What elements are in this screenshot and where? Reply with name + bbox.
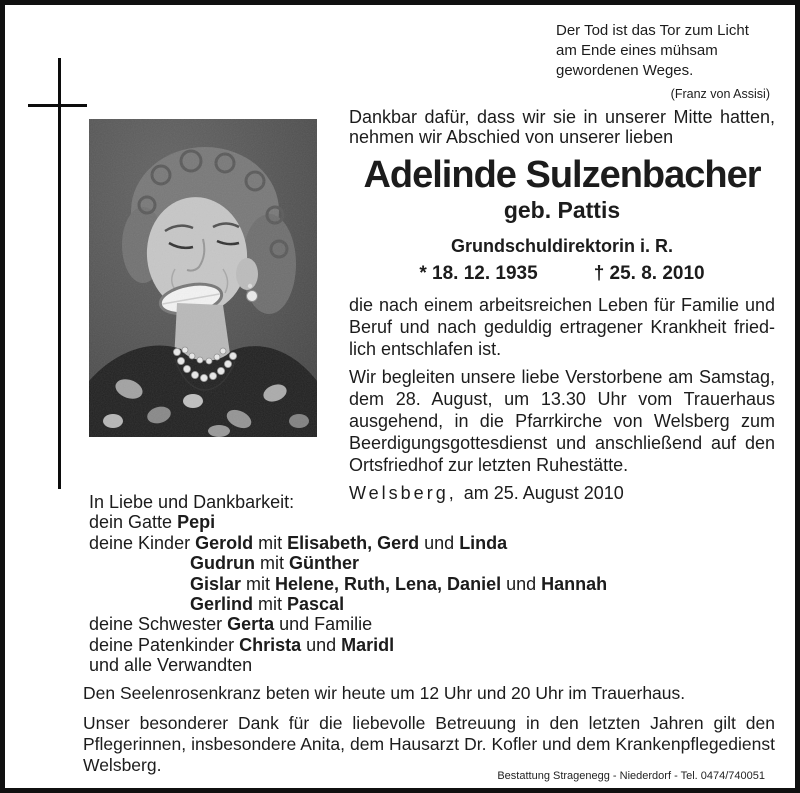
family-line-children-1: deine Kinder Gerold mit Elisabeth, Gerd und Linda: [89, 532, 508, 553]
maiden-name: geb. Pattis: [503, 197, 621, 223]
quote-text: Der Tod ist das Tor zum Licht am Ende eines mühsam gewordenen Weges.: [556, 22, 749, 79]
death-paragraph: die nach einem arbeitsreichen Leben für Familie und Beruf und nach geduldig ertragener Krankheit friedlich entschlafen ist.: [349, 295, 775, 359]
announcement-column: [349, 107, 775, 504]
deceased-name: Adelinde Sulzenbacher: [363, 154, 761, 196]
family-line-children-4: Gerlind mit Pascal: [190, 594, 345, 615]
family-intro: In Liebe und Dankbarkeit:: [89, 492, 295, 512]
dateline-place: Welsberg,: [349, 483, 457, 503]
funeral-home-line: Bestattung Stragenegg - Niederdorf - Tel. 0474/740051: [497, 770, 765, 782]
intro-text: Dankbar dafür, dass wir sie in unserer Mitte hatten, nehmen wir Abschied von unserer lieben: [349, 107, 775, 147]
thanks-note: Unser besonderer Dank für die liebevolle Betreuung in den letzten Jahren gilt den Pflegerinnen, insbesondere Anita, dem Hausarzt Dr. Kofler und dem Krankenpflegedienst Welsberg.: [83, 713, 775, 775]
life-dates: [349, 262, 775, 285]
birth-date: * 18. 12. 1935: [419, 263, 538, 284]
family-line-godchildren: deine Patenkinder Christa und Maridl: [89, 634, 395, 655]
family-line-relatives: und alle Verwandten: [89, 655, 253, 676]
quote-attribution: (Franz von Assisi): [670, 87, 770, 101]
portrait-photo: [89, 119, 317, 437]
cross-vertical-bar: [58, 58, 61, 489]
family-line-sister: deine Schwester Gerta und Familie: [89, 614, 373, 635]
funeral-paragraph: Wir begleiten unsere liebe Verstorbene am Samstag, dem 28. August, um 13.30 Uhr vom Trauerhaus ausgehend, in die Pfarrkirche von Welsberg zum Beerdigungsgottesdienst und anschließend auf den Ortsfriedhof zur letzten Ruhestätte.: [349, 367, 775, 475]
family-line-children-3: Gislar mit Helene, Ruth, Lena, Daniel und Hannah: [190, 573, 608, 594]
family-line-husband: dein Gatte Pepi: [89, 512, 216, 533]
family-section: [89, 492, 749, 676]
family-line-children-2: Gudrun mit Günther: [190, 553, 359, 574]
deceased-title: Grundschuldirektorin i. R.: [450, 236, 674, 256]
rosary-note: Den Seelenrosenkranz beten wir heute um 12 Uhr und 20 Uhr im Trauerhaus.: [83, 683, 686, 703]
death-date: † 25. 8. 2010: [593, 263, 705, 284]
dateline-date: am 25. August 2010: [463, 483, 624, 503]
quote-block: [556, 21, 770, 104]
cross-horizontal-bar: [28, 104, 87, 107]
